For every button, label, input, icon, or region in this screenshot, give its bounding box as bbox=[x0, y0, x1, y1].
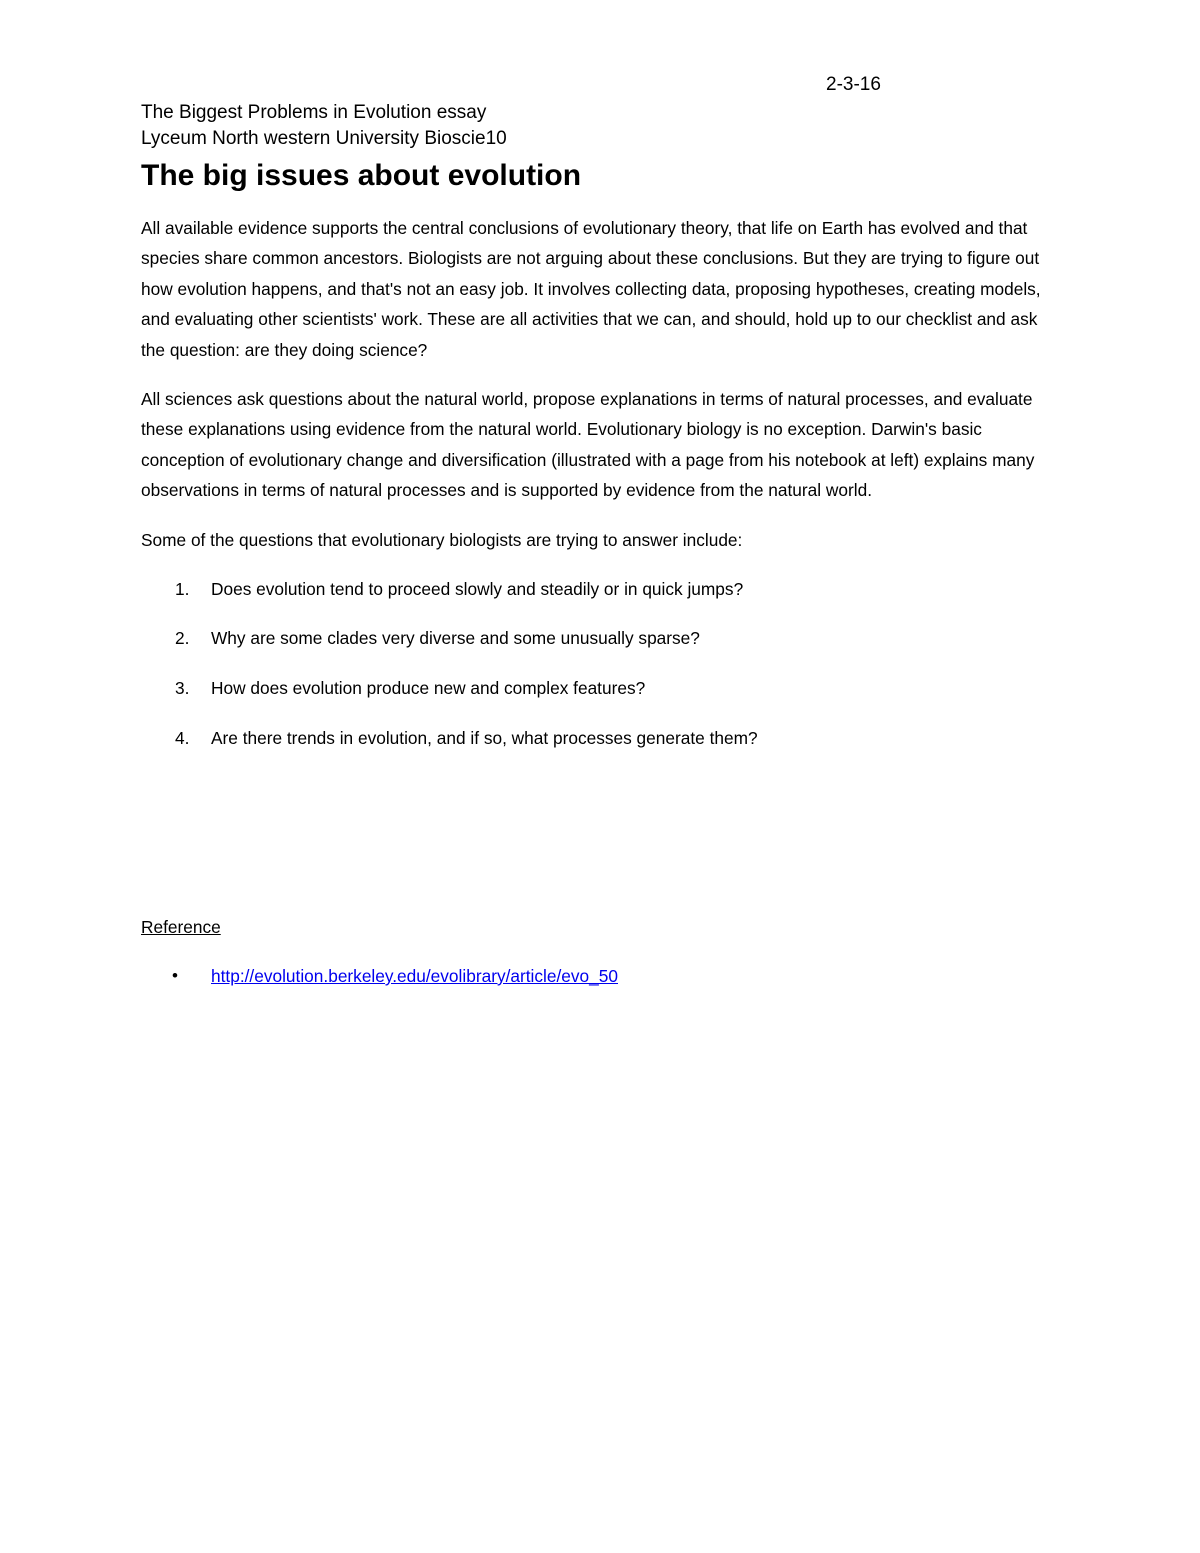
list-item-text: Why are some clades very diverse and some unusually sparse? bbox=[211, 628, 700, 649]
list-item-number: 4. bbox=[175, 727, 190, 748]
questions-list bbox=[141, 574, 1061, 753]
reference-heading: Reference bbox=[141, 917, 221, 937]
reference-link[interactable]: http://evolution.berkeley.edu/evolibrary/article/evo_50 bbox=[211, 966, 618, 986]
reference-list bbox=[141, 963, 618, 989]
document-date: 2-3-16 bbox=[826, 74, 881, 95]
list-item bbox=[141, 574, 1061, 604]
paragraph-1: All available evidence supports the central conclusions of evolutionary theory, that life on Earth has evolved and that species share common ancestors. Biologists are not arguing about these conclusions. But they are trying to figure out how evolution happens, and that's not an easy job. It involves collecting data, proposing hypotheses, creating models, and evaluating other scientists' work. These are all activities that we can, and should, hold up to our checklist and ask the question: are they doing science? bbox=[141, 218, 1041, 360]
paragraph-2: All sciences ask questions about the natural world, propose explanations in terms of natural processes, and evaluate these explanations using evidence from the natural world. Evolutionary biology is no exception. Darwin's basic conception of evolutionary change and diversification (illustrated with a page from his notebook at left) explains many observations in terms of natural processes and is supported by evidence from the natural world. bbox=[141, 389, 1035, 501]
questions-intro: Some of the questions that evolutionary biologists are trying to answer include: bbox=[141, 529, 743, 550]
list-item-number: 1. bbox=[175, 578, 190, 599]
list-item-number: 2. bbox=[175, 628, 190, 649]
list-item-number: 3. bbox=[175, 678, 190, 699]
reference-item bbox=[141, 963, 618, 989]
page-title: The big issues about evolution bbox=[141, 159, 582, 192]
list-item-text: Does evolution tend to proceed slowly and steadily or in quick jumps? bbox=[211, 578, 744, 599]
list-item bbox=[141, 723, 1061, 753]
document-body bbox=[141, 100, 1061, 772]
bullet-icon: • bbox=[172, 966, 178, 985]
list-item-text: How does evolution produce new and complex features? bbox=[211, 678, 646, 699]
list-item-text: Are there trends in evolution, and if so, what processes generate them? bbox=[211, 727, 758, 748]
essay-subtitle: The Biggest Problems in Evolution essay bbox=[141, 102, 487, 123]
institution-line: Lyceum North western University Bioscie10 bbox=[141, 128, 507, 149]
list-item bbox=[141, 673, 1061, 703]
list-item bbox=[141, 623, 1061, 653]
